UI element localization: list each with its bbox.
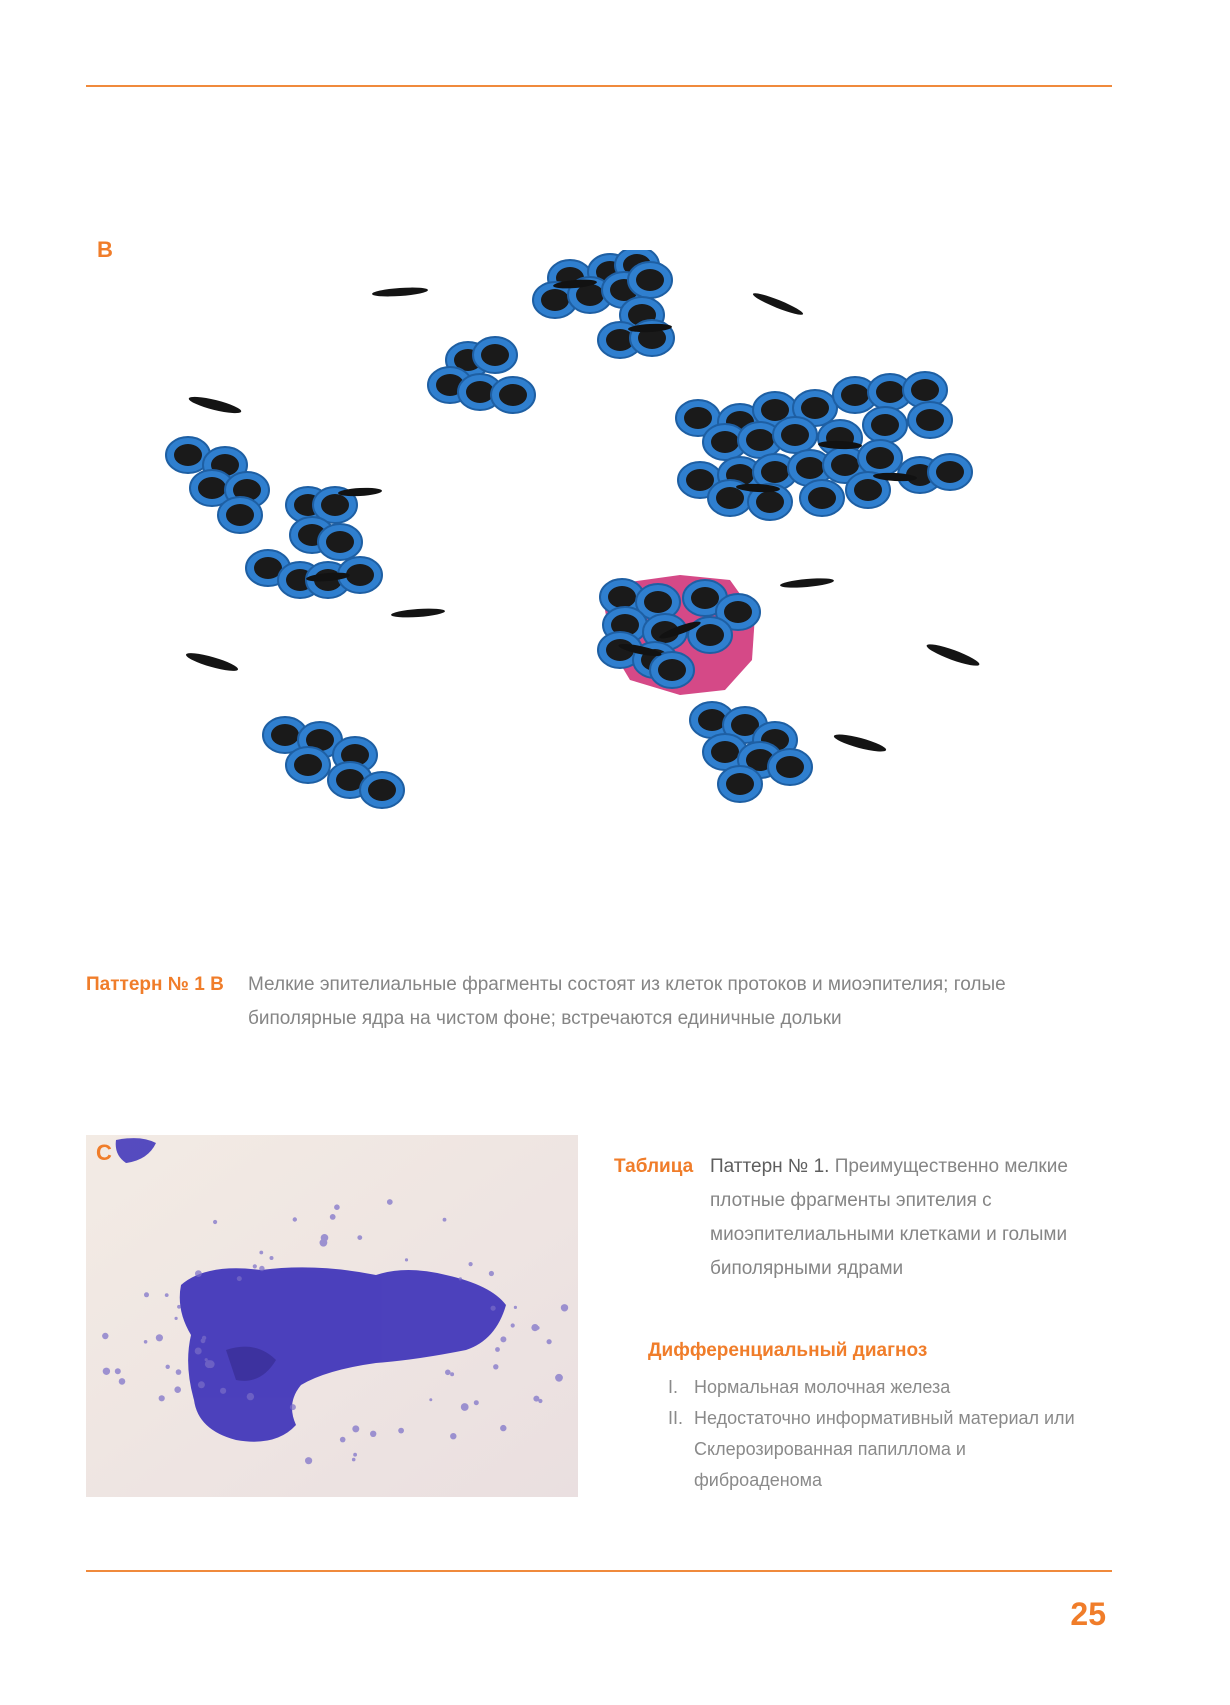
differential-item-text: Нормальная молочная железа xyxy=(694,1377,951,1397)
scattered-cell xyxy=(474,1400,479,1405)
epithelial-cell xyxy=(718,766,762,802)
scattered-cell xyxy=(293,1217,297,1221)
scattered-cell xyxy=(159,1395,165,1401)
table-note xyxy=(614,1150,1114,1286)
scattered-cell xyxy=(398,1428,404,1434)
scattered-cell xyxy=(247,1393,254,1400)
scattered-cell xyxy=(493,1364,498,1369)
scattered-cell xyxy=(547,1339,552,1344)
cell-cluster xyxy=(690,702,812,802)
scattered-cell xyxy=(290,1404,296,1410)
scattered-cell xyxy=(144,1292,149,1297)
table-text xyxy=(710,1150,1114,1286)
epithelial-cells xyxy=(166,250,972,808)
scattered-cell xyxy=(119,1378,126,1385)
scattered-cell xyxy=(387,1199,393,1205)
epithelial-cell xyxy=(800,480,844,516)
scattered-cell xyxy=(450,1372,454,1376)
scattered-cell xyxy=(259,1251,263,1255)
differential-item-number: I. xyxy=(668,1377,679,1397)
scattered-cell xyxy=(102,1333,108,1339)
scattered-cell xyxy=(174,1386,181,1393)
epithelial-cell xyxy=(491,377,535,413)
scattered-cell xyxy=(459,1277,462,1280)
scattered-cell xyxy=(220,1388,226,1394)
caption-label: Паттерн № 1 B xyxy=(86,974,224,995)
scattered-cell xyxy=(253,1264,257,1268)
scattered-cell xyxy=(334,1204,340,1210)
scattered-cell xyxy=(495,1347,500,1352)
scattered-cell xyxy=(321,1234,329,1242)
scattered-cell xyxy=(201,1338,206,1343)
scattered-cell xyxy=(330,1214,336,1220)
epithelial-cell xyxy=(318,524,362,560)
header-rule xyxy=(86,85,1112,87)
scattered-cell xyxy=(461,1403,469,1411)
scattered-cell xyxy=(450,1433,456,1439)
scattered-cell xyxy=(340,1437,346,1443)
scattered-cell xyxy=(103,1368,110,1375)
scattered-cell xyxy=(538,1399,542,1403)
epithelial-cell xyxy=(650,652,694,688)
scattered-cell xyxy=(489,1271,494,1276)
epithelial-cell xyxy=(908,402,952,438)
differential-item-number: II. xyxy=(668,1408,684,1428)
cell-cluster xyxy=(533,250,674,358)
epithelial-cell xyxy=(628,262,672,298)
differential-diagnosis xyxy=(648,1340,1088,1496)
scattered-cell xyxy=(511,1323,515,1327)
scattered-cell xyxy=(536,1326,540,1330)
scattered-cell xyxy=(370,1431,376,1437)
scattered-cell xyxy=(469,1262,473,1266)
scattered-cell xyxy=(156,1334,163,1341)
epithelial-cell xyxy=(863,407,907,443)
scattered-cell xyxy=(177,1305,181,1309)
scattered-cell xyxy=(445,1370,451,1376)
scattered-cell xyxy=(357,1235,362,1240)
scattered-cell xyxy=(237,1276,242,1281)
panel-b-label: B xyxy=(97,237,113,262)
epithelial-cell xyxy=(473,337,517,373)
differential-item xyxy=(648,1403,1088,1496)
scattered-cell xyxy=(305,1457,312,1464)
scattered-cell xyxy=(555,1374,563,1382)
cell-cluster xyxy=(263,717,404,808)
scattered-cell xyxy=(405,1258,408,1261)
table-lead: Паттерн № 1. xyxy=(710,1156,830,1177)
scattered-cell xyxy=(429,1398,432,1401)
page-number: 25 xyxy=(1070,1596,1106,1632)
table-description: Преимущественно мелкие плотные фрагменты эпителия с миоэпителиальными клетками и голыми биполярными ядрами xyxy=(710,1156,1068,1279)
scattered-cell xyxy=(166,1365,170,1369)
differential-list xyxy=(648,1372,1088,1496)
cell-cluster xyxy=(428,337,535,413)
epithelial-cell xyxy=(928,454,972,490)
epithelial-cell xyxy=(768,749,812,785)
cell-cluster xyxy=(166,437,382,598)
scattered-cell xyxy=(165,1293,169,1297)
scattered-cell xyxy=(352,1425,359,1432)
scattered-cell xyxy=(500,1425,506,1431)
scattered-cell xyxy=(270,1256,274,1260)
cytology-photo xyxy=(86,1135,578,1497)
epithelial-cell xyxy=(286,747,330,783)
scattered-cell xyxy=(144,1340,148,1344)
scattered-cell xyxy=(207,1360,215,1368)
differential-title: Дифференциальный диагноз xyxy=(648,1340,928,1361)
scattered-cell xyxy=(353,1453,357,1457)
epithelial-cell xyxy=(360,772,404,808)
scattered-cell xyxy=(198,1381,205,1388)
scattered-cell xyxy=(443,1218,447,1222)
caption-text: Мелкие эпителиальные фрагменты состоят из клеток протоков и миоэпителия; голые биполярные ядра на чистом фоне; встречаются единичные дольки xyxy=(248,974,1006,1029)
scattered-cell xyxy=(213,1220,217,1224)
scattered-cell xyxy=(491,1306,496,1311)
scattered-cell xyxy=(259,1266,264,1271)
table-label: Таблица xyxy=(614,1156,694,1177)
differential-item-text: Недостаточно информативный материал или Склерозированная папиллома и фиброаденома xyxy=(694,1408,1075,1490)
pattern-1b-diagram xyxy=(150,250,1080,900)
scattered-cell xyxy=(195,1348,202,1355)
epithelial-cell xyxy=(858,440,902,476)
scattered-cell xyxy=(500,1336,506,1342)
scattered-cell xyxy=(115,1368,121,1374)
epithelial-cell xyxy=(773,417,817,453)
differential-item xyxy=(648,1372,1088,1403)
scattered-cell xyxy=(514,1306,517,1309)
scattered-cell xyxy=(175,1317,178,1320)
footer-rule xyxy=(86,1570,1112,1572)
panel-c-label: C xyxy=(96,1140,112,1165)
scattered-cell xyxy=(195,1270,202,1277)
figure-caption xyxy=(86,968,1116,1036)
scattered-cell xyxy=(352,1458,356,1462)
scattered-cell xyxy=(561,1304,568,1311)
epithelial-cell xyxy=(218,497,262,533)
scattered-cell xyxy=(176,1369,182,1375)
